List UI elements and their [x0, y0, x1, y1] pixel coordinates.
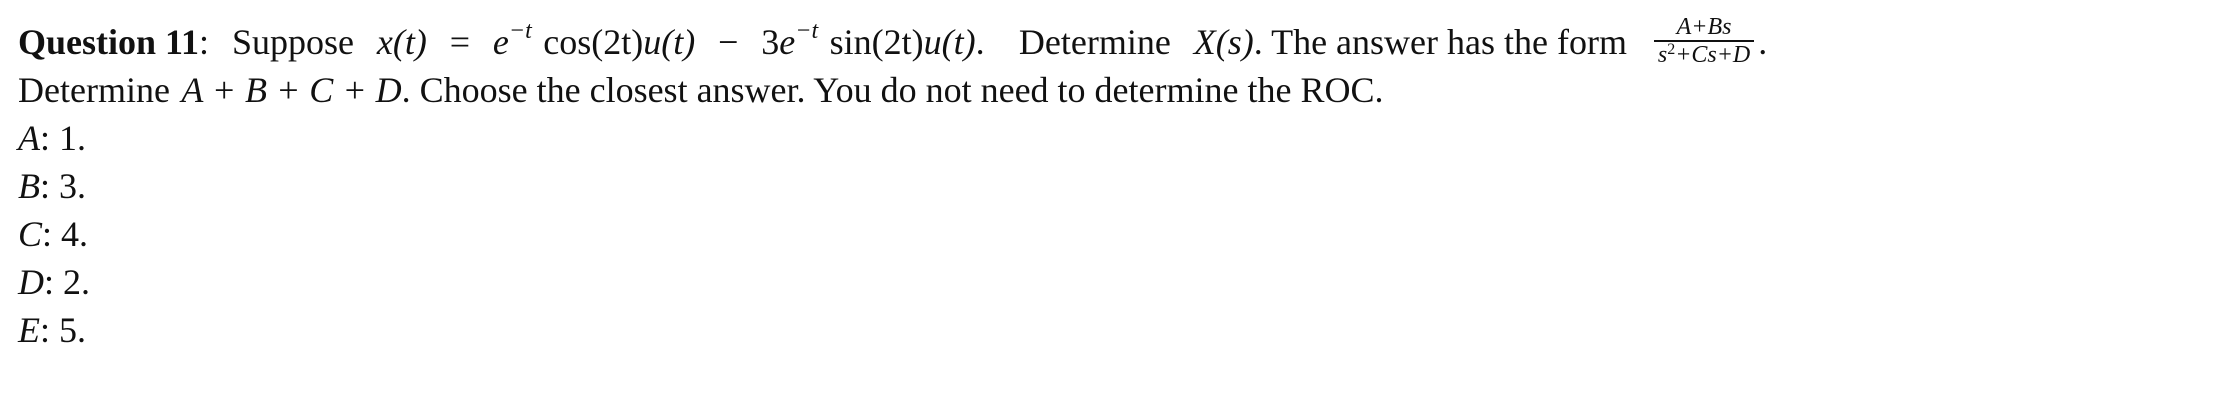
- coefficient-three: 3: [761, 22, 780, 62]
- exp-base-1: e: [492, 22, 509, 62]
- option-letter: C: [18, 214, 43, 254]
- option-letter: D: [18, 262, 44, 302]
- equals-sign: =: [449, 22, 471, 62]
- fraction-denominator: [1654, 42, 1754, 67]
- question-line-2: [18, 66, 2188, 114]
- exp-base-2: e: [779, 22, 796, 62]
- option-c[interactable]: [18, 210, 2188, 258]
- answer-form-fraction: [1654, 15, 1754, 67]
- line2-rest: . Choose the closest answer. You do not need to determine the ROC.: [401, 70, 1384, 110]
- unit-step-1: u(t): [643, 22, 696, 62]
- option-letter: E: [18, 310, 40, 350]
- question-line-1: [18, 14, 2188, 68]
- option-d[interactable]: [18, 258, 2188, 306]
- question-label: Question 11: [18, 22, 200, 62]
- option-a[interactable]: [18, 114, 2188, 162]
- option-text: : 5.: [40, 310, 87, 350]
- option-text: : 1.: [40, 118, 87, 158]
- cos-term: cos(2t): [543, 22, 644, 62]
- option-e[interactable]: [18, 306, 2188, 354]
- sin-term: sin(2t): [829, 22, 924, 62]
- fraction-numerator: A+Bs: [1654, 15, 1754, 42]
- form-text: . The answer has the form: [1253, 22, 1627, 62]
- signal-x-of-t: x(t): [376, 22, 427, 62]
- option-b[interactable]: [18, 162, 2188, 210]
- line2-determine: Determine: [18, 70, 170, 110]
- period-2: .: [1758, 22, 1768, 62]
- laplace-X-of-s: X(s): [1193, 22, 1254, 62]
- unit-step-2: u(t): [923, 22, 976, 62]
- minus-sign: −: [718, 22, 739, 62]
- label-colon: :: [199, 22, 210, 62]
- option-text: : 3.: [40, 166, 87, 206]
- option-letter: B: [18, 166, 40, 206]
- question-document: [18, 14, 2188, 354]
- option-text: : 2.: [44, 262, 91, 302]
- intro-text: Suppose: [231, 22, 354, 62]
- determine-text: Determine: [1018, 22, 1171, 62]
- denominator-s: s: [1657, 42, 1668, 68]
- option-letter: A: [18, 118, 40, 158]
- sum-expression: A + B + C + D: [181, 70, 402, 110]
- period-1: .: [975, 22, 985, 62]
- exponent-2: −t: [795, 18, 819, 44]
- exponent-1: −t: [508, 18, 532, 44]
- denominator-rest: +Cs+D: [1675, 42, 1751, 68]
- option-text: : 4.: [42, 214, 89, 254]
- denominator-exponent: 2: [1667, 41, 1676, 58]
